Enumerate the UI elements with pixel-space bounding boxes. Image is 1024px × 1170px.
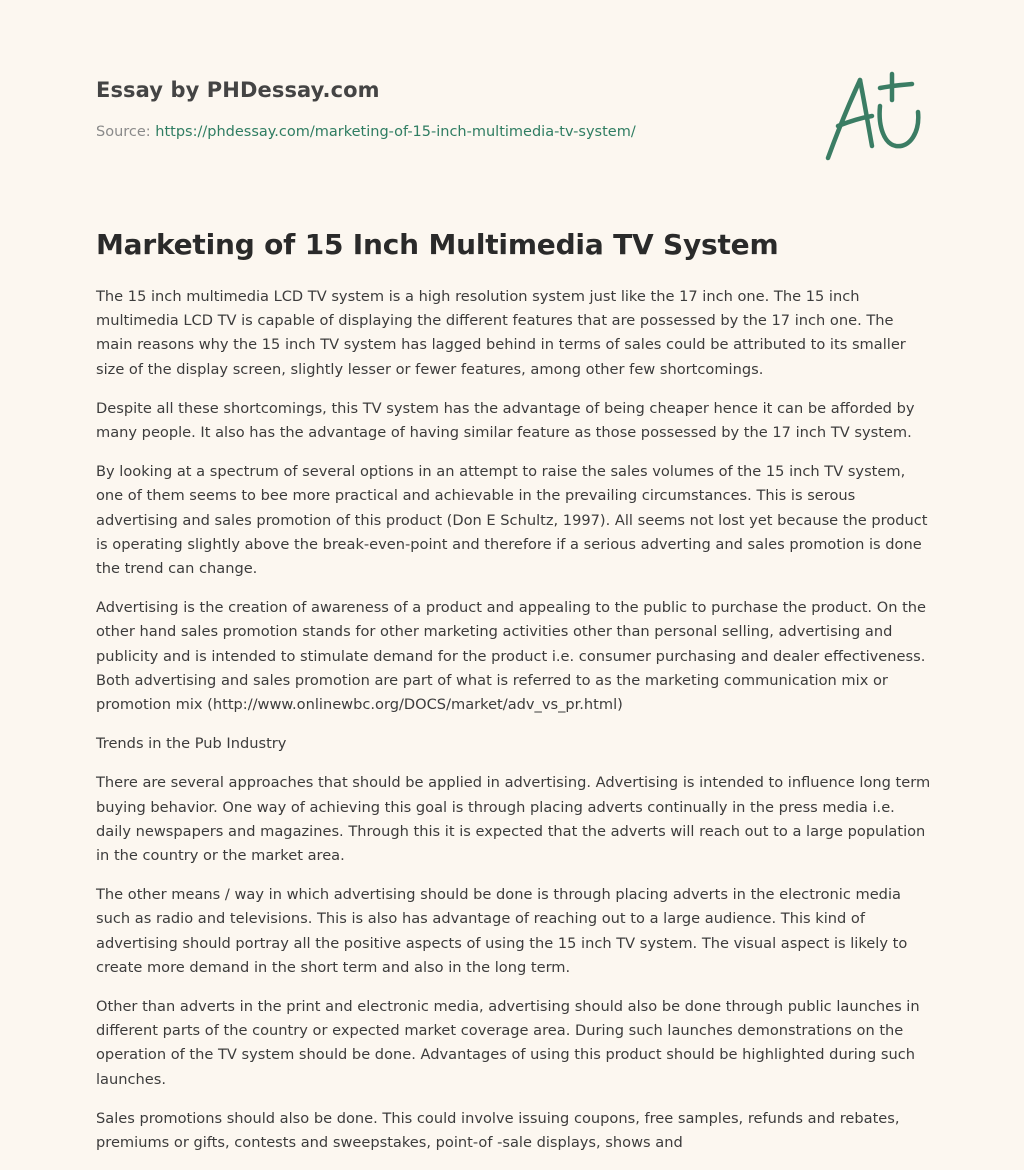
site-brand: Essay by PHDessay.com [96, 78, 380, 102]
paragraph: The other means / way in which advertising should be done is through placing adverts in the electronic media such as radio and televisions. This is also has advantage of reaching out to a large audience. This kind of advertising should portray all the positive aspects of using the 15 inch TV system. The visual aspect is likely to create more demand in the short term and also in the long term. [96, 886, 908, 976]
paragraph: The 15 inch multimedia LCD TV system is a high resolution system just like the 17 inch one. The 15 inch multimedia LCD TV is capable of displaying the different features that are possessed by the 17 inch one. The main reasons why the 15 inch TV system has lagged behind in terms of sales could be attributed to its smaller size of the display screen, slightly lesser or fewer features, among other few shortcomings. [96, 288, 906, 378]
section-heading: Trends in the Pub Industry [96, 735, 287, 753]
paragraph: Sales promotions should also be done. This could involve issuing coupons, free samples, refunds and rebates, premiums or gifts, contests and sweepstakes, point-of -sale displays, shows and [96, 1109, 900, 1152]
a-plus-logo-icon [822, 66, 930, 166]
source-link[interactable]: https://phdessay.com/marketing-of-15-inch-multimedia-tv-system/ [155, 124, 636, 140]
paragraph: Advertising is the creation of awareness of a product and appealing to the public to purchase the product. On the other hand sales promotion stands for other marketing activities other than personal selling, advertising and publicity and is intended to stimulate demand for the product i.e. consumer purchasing and dealer effectiveness. Both advertising and sales promotion are part of what is referred to as the marketing communication mix or promotion mix (http://www.onlinewbc.org/DOCS/market/adv_vs_pr.html) [96, 599, 927, 714]
paragraph: Despite all these shortcomings, this TV system has the advantage of being cheaper hence it can be afforded by many people. It also has the advantage of having similar feature as those possessed by the 17 inch TV system. [96, 399, 915, 442]
article-body [96, 285, 932, 1170]
source-line [96, 124, 636, 140]
source-label: Source: [96, 124, 151, 140]
article-title: Marketing of 15 Inch Multimedia TV System [96, 228, 779, 261]
paragraph: Other than adverts in the print and electronic media, advertising should also be done through public launches in different parts of the country or expected market coverage area. During such launches demonstrations on the operation of the TV system should be done. Advantages of using this product should be highlighted during such launches. [96, 998, 920, 1088]
paragraph: By looking at a spectrum of several options in an attempt to raise the sales volumes of the 15 inch TV system, one of them seems to bee more practical and achievable in the prevailing circumstances. This is serous advertising and sales promotion of this product (Don E Schultz, 1997). All seems not lost yet because the product is operating slightly above the break-even-point and therefore if a serious adverting and sales promotion is done the trend can change. [96, 463, 928, 578]
paragraph: There are several approaches that should be applied in advertising. Advertising is intended to influence long term buying behavior. One way of achieving this goal is through placing adverts continually in the press media i.e. daily newspapers and magazines. Through this it is expected that the adverts will reach out to a large population in the country or the market area. [96, 774, 931, 865]
